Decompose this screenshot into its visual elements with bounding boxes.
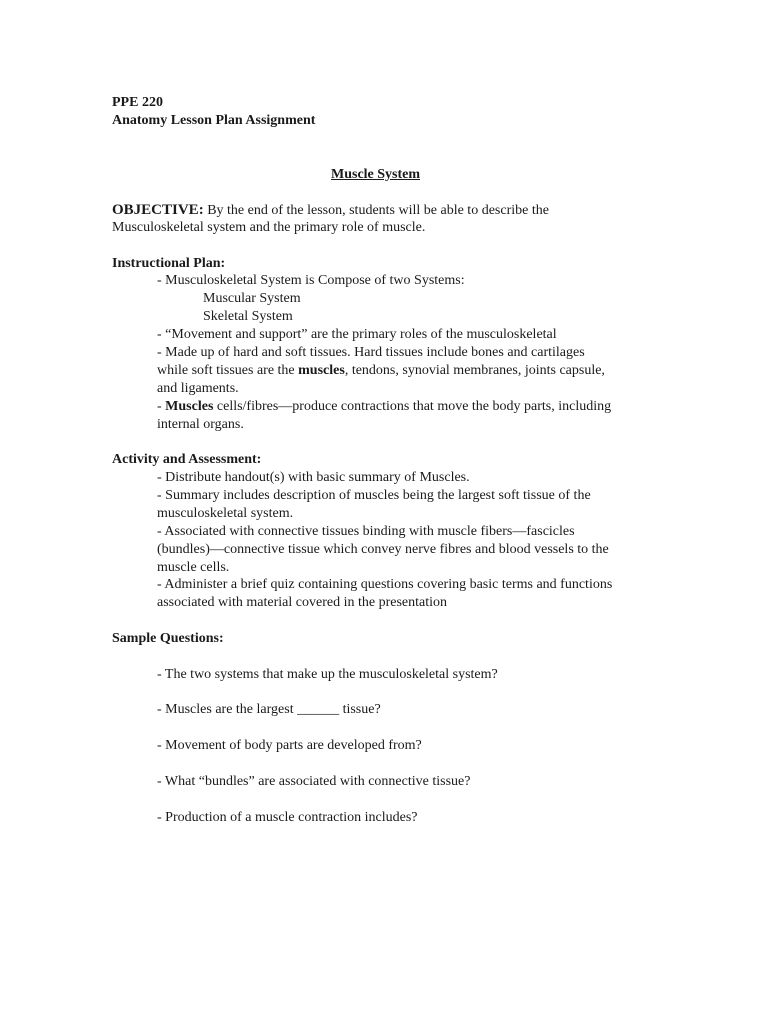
plan-item-4-line-1 <box>157 398 611 416</box>
assignment-title: Anatomy Lesson Plan Assignment <box>112 113 316 128</box>
activity-item-1: - Distribute handout(s) with basic summary of Muscles. <box>157 470 470 485</box>
activity-item-4-line-2: associated with material covered in the presentation <box>157 595 448 610</box>
plan-item-4-bold: Muscles <box>165 399 214 414</box>
plan-item-3-line-1: - Made up of hard and soft tissues. Hard tissues include bones and cartilages <box>157 345 585 360</box>
plan-item-3-post: , tendons, synovial membranes, joints capsule, <box>344 363 605 378</box>
plan-item-4-pre: - <box>157 399 166 414</box>
plan-item-3-line-2 <box>157 362 605 380</box>
objective-label: OBJECTIVE: <box>112 202 204 218</box>
question-1: - The two systems that make up the musculoskeletal system? <box>157 667 498 682</box>
plan-item-3-bold: muscles <box>298 363 345 378</box>
plan-item-1: - Musculoskeletal System is Compose of two Systems: <box>157 273 465 288</box>
plan-item-4-post: cells/fibres—produce contractions that move the body parts, including <box>213 399 612 414</box>
topic-title: Muscle System <box>331 167 421 182</box>
plan-item-3-line-3: and ligaments. <box>157 381 239 396</box>
activity-heading: Activity and Assessment: <box>112 452 262 467</box>
objective-line-1 <box>112 201 549 220</box>
question-5: - Production of a muscle contraction includes? <box>157 810 418 825</box>
course-code: PPE 220 <box>112 95 163 110</box>
activity-item-4-line-1: - Administer a brief quiz containing questions covering basic terms and functions <box>157 577 613 592</box>
sample-questions-heading: Sample Questions: <box>112 631 224 646</box>
activity-item-2-line-2: musculoskeletal system. <box>157 506 294 521</box>
plan-subitem-skeletal: Skeletal System <box>203 309 293 324</box>
activity-item-3-line-1: - Associated with connective tissues binding with muscle fibers—fascicles <box>157 524 575 539</box>
activity-item-2-line-1: - Summary includes description of muscles being the largest soft tissue of the <box>157 488 591 503</box>
instructional-plan-heading: Instructional Plan: <box>112 256 226 271</box>
activity-item-3-line-3: muscle cells. <box>157 560 230 575</box>
plan-item-4-line-2: internal organs. <box>157 417 244 432</box>
plan-item-2: - “Movement and support” are the primary roles of the musculoskeletal <box>157 327 557 342</box>
activity-item-3-line-2: (bundles)—connective tissue which convey nerve fibres and blood vessels to the <box>157 542 609 557</box>
question-4: - What “bundles” are associated with connective tissue? <box>157 774 471 789</box>
plan-subitem-muscular: Muscular System <box>203 291 301 306</box>
question-3: - Movement of body parts are developed from? <box>157 738 422 753</box>
plan-item-3-pre: while soft tissues are the <box>157 363 299 378</box>
objective-text: By the end of the lesson, students will be able to describe the <box>207 203 549 218</box>
objective-line-2: Musculoskeletal system and the primary role of muscle. <box>112 220 426 235</box>
question-2: - Muscles are the largest ______ tissue? <box>157 702 381 717</box>
